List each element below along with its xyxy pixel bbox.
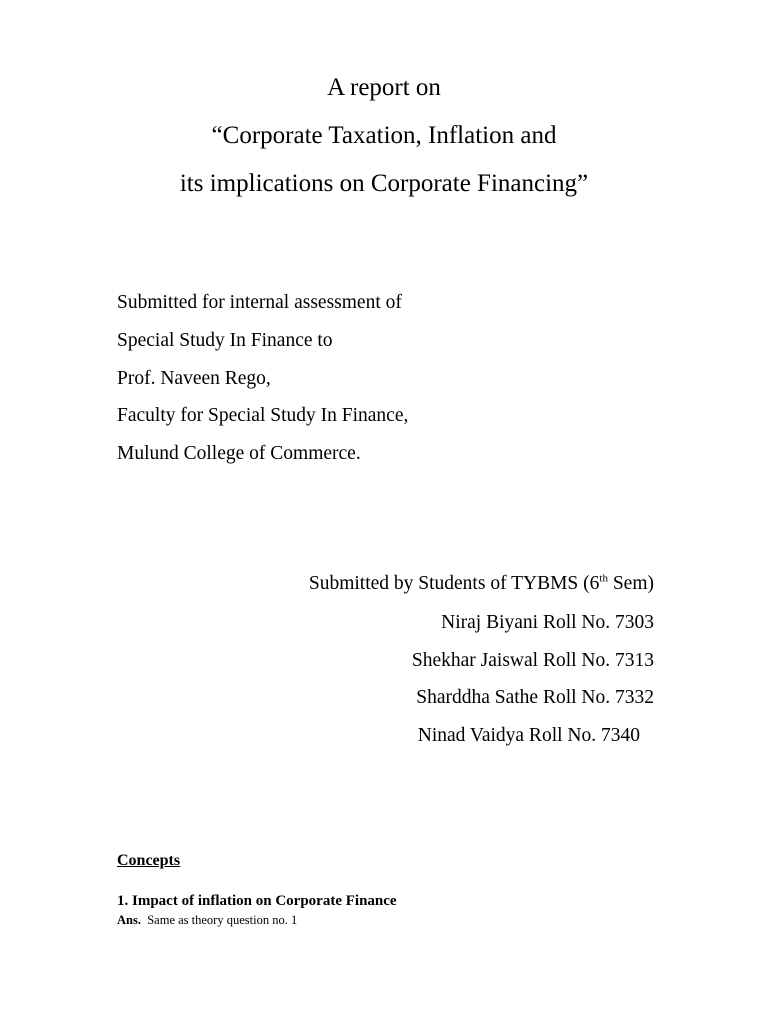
- submission-line-2: Special Study In Finance to: [117, 330, 333, 351]
- submitted-by-suffix: Sem): [607, 573, 654, 594]
- submission-line-4: Faculty for Special Study In Finance,: [117, 405, 409, 426]
- student-line: Sharddha Sathe Roll No. 7332: [416, 687, 654, 708]
- semester-superscript: th: [599, 572, 608, 585]
- student-line: Niraj Biyani Roll No. 7303: [441, 612, 654, 633]
- submitted-by-prefix: Submitted by Students of TYBMS (6: [308, 573, 600, 594]
- concept-question: 1. Impact of inflation on Corporate Finance: [117, 893, 397, 909]
- student-line: Shekhar Jaiswal Roll No. 7313: [411, 650, 654, 671]
- submission-line-5: Mulund College of Commerce.: [117, 443, 361, 464]
- concepts-heading: Concepts: [117, 852, 181, 869]
- report-title-line-3: its implications on Corporate Financing”: [179, 170, 589, 197]
- submission-line-1: Submitted for internal assessment of: [117, 292, 402, 313]
- answer-label: Ans.: [117, 913, 141, 927]
- concept-answer: [117, 913, 297, 928]
- submitted-by-line: [309, 573, 654, 595]
- student-line: Ninad Vaidya Roll No. 7340: [417, 725, 640, 746]
- submission-line-3: Prof. Naveen Rego,: [117, 368, 271, 389]
- answer-text: Same as theory question no. 1: [147, 913, 298, 927]
- report-title-line-2: “Corporate Taxation, Inflation and: [211, 122, 557, 149]
- report-title-line-1: A report on: [327, 74, 441, 101]
